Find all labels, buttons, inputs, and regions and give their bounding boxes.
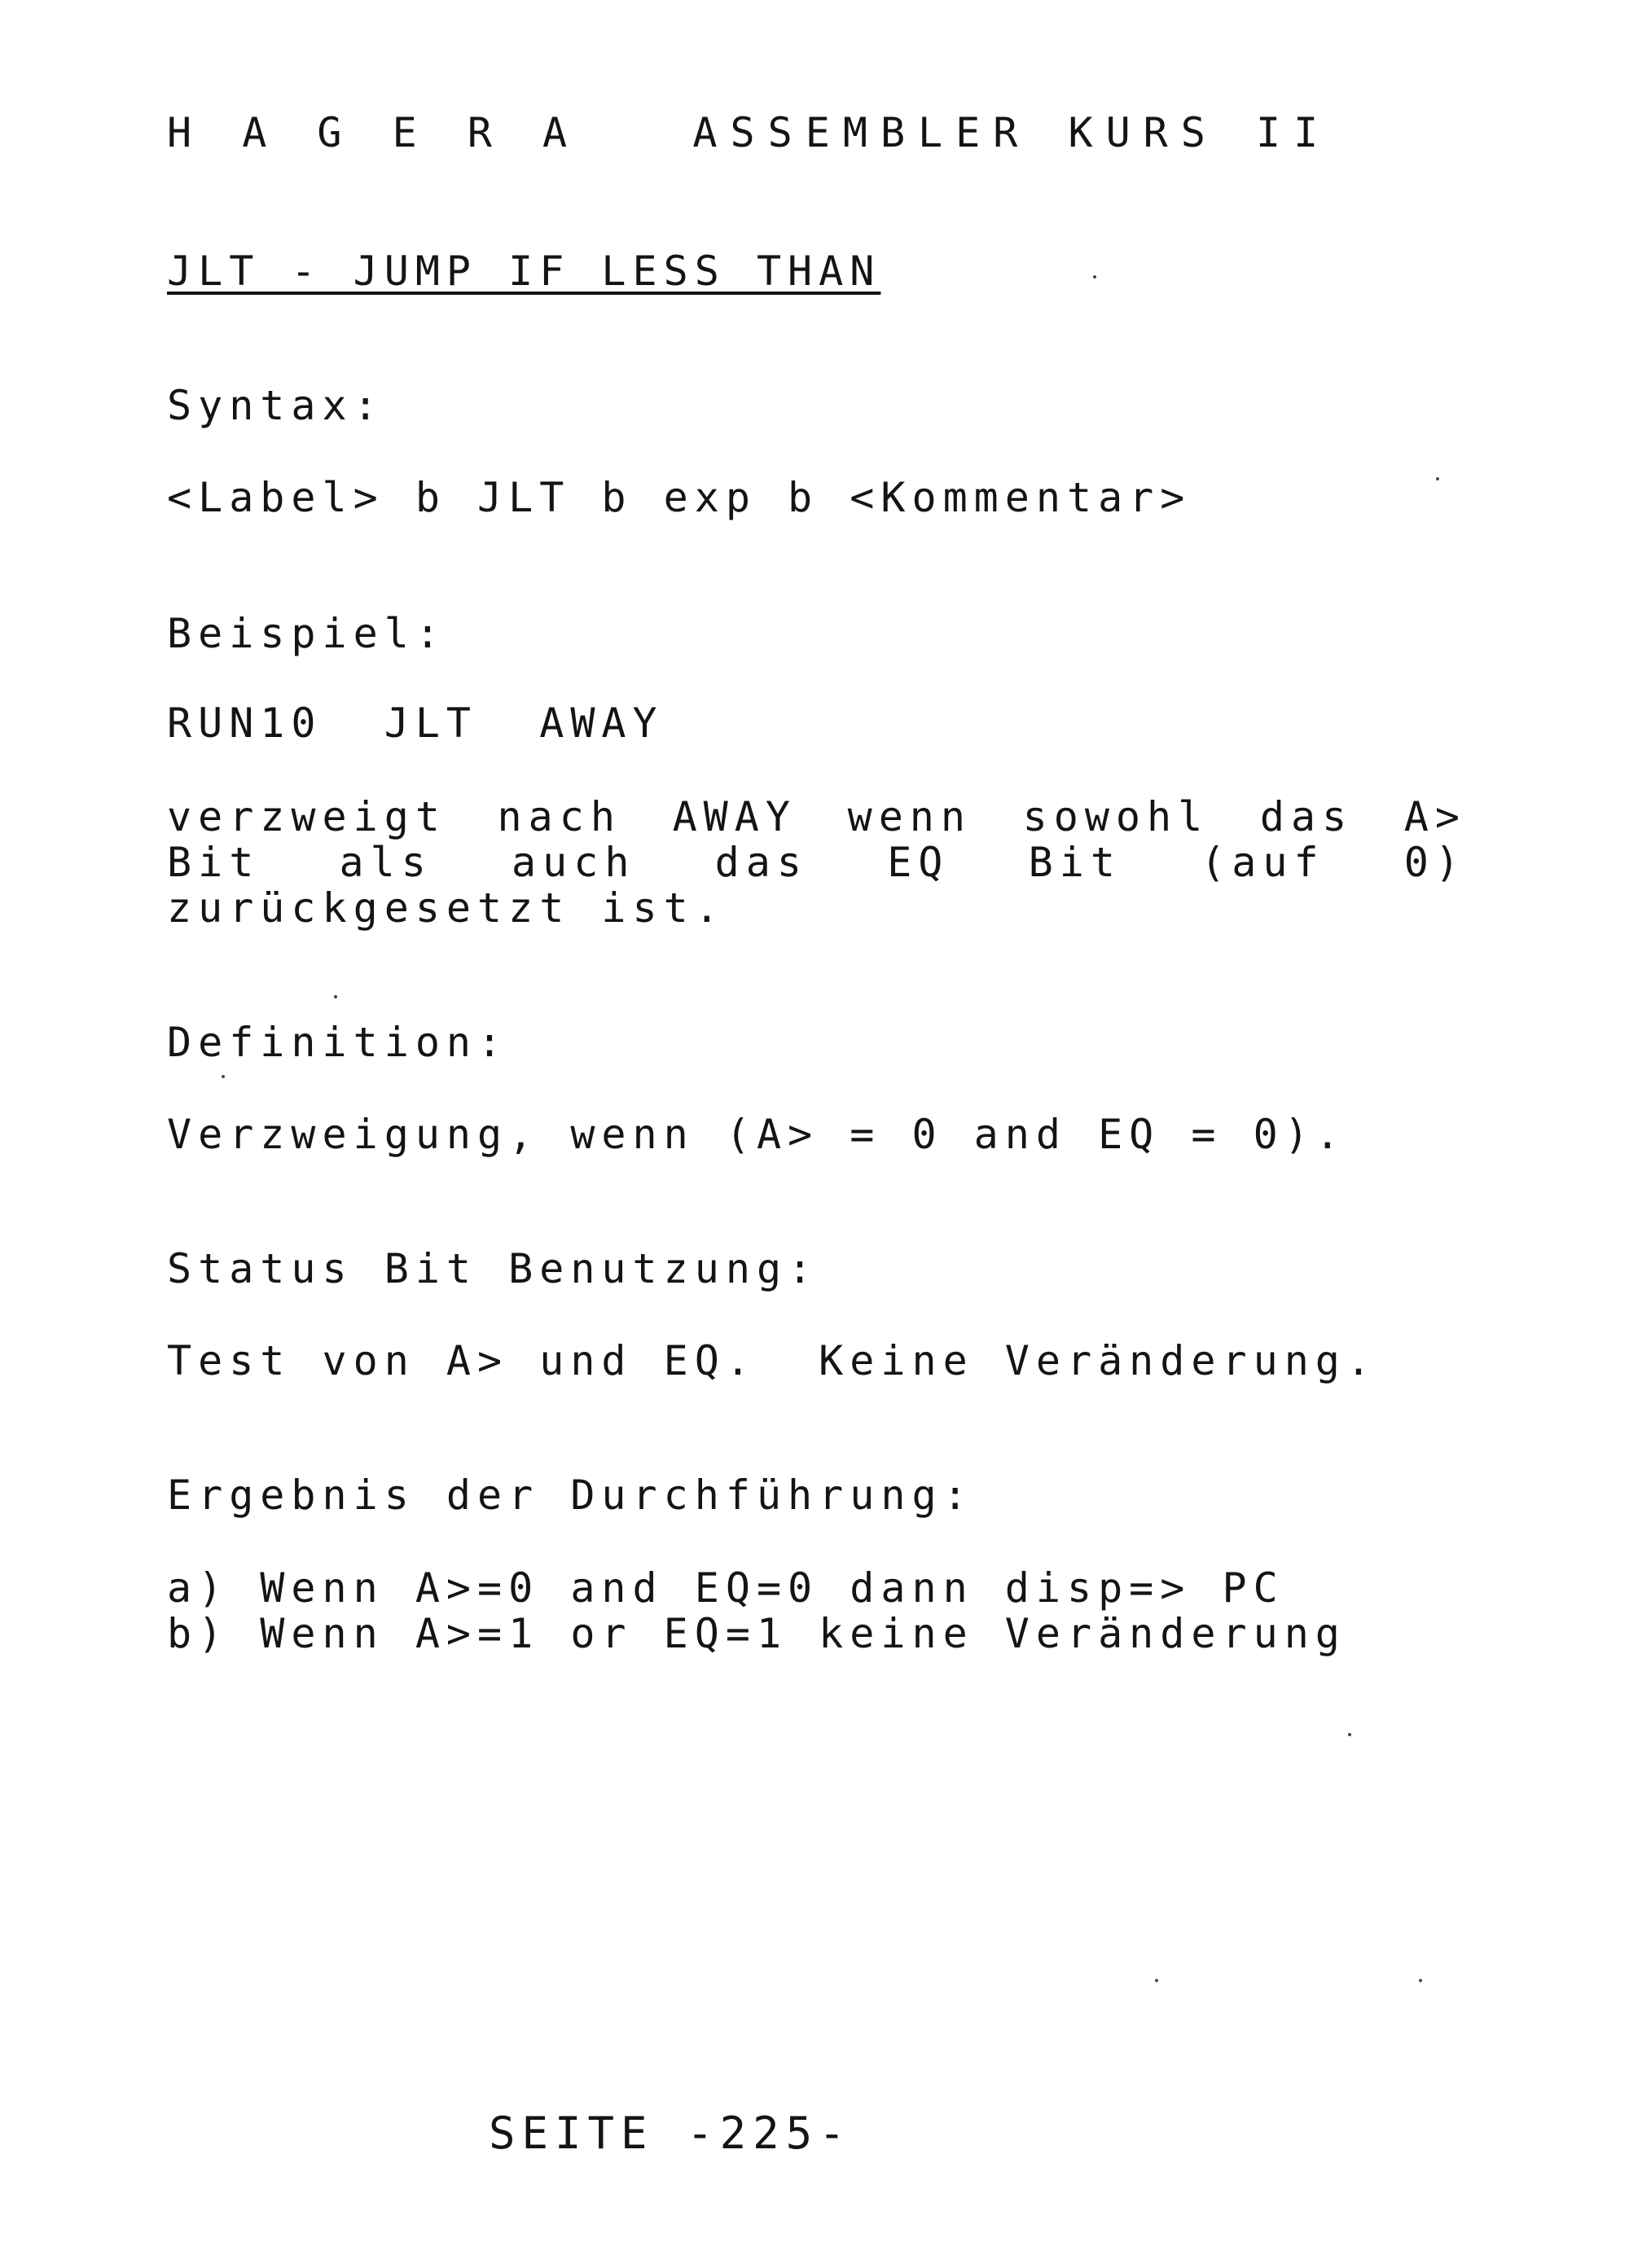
- scan-speck: [1155, 1979, 1158, 1982]
- description-line: verzweigt nach AWAY wenn sowohl das A>: [167, 793, 1466, 840]
- scan-speck: [1093, 275, 1096, 279]
- course-header: H A G E R A ASSEMBLER KURS II: [167, 109, 1332, 156]
- description-line: zurückgesetzt ist.: [167, 884, 726, 932]
- definition-text: Verzweigung, wenn (A> = 0 and EQ = 0).: [167, 1111, 1346, 1158]
- page-title: JLT - JUMP IF LESS THAN: [167, 248, 881, 295]
- example-description: [167, 794, 1466, 931]
- page-number: SEITE -225-: [489, 2108, 852, 2159]
- result-heading: Ergebnis der Durchführung:: [167, 1472, 974, 1519]
- scan-speck: [1436, 477, 1439, 480]
- scan-speck: [1348, 1733, 1351, 1736]
- definition-heading: Definition:: [167, 1019, 509, 1066]
- scan-speck: [334, 995, 337, 998]
- result-item-b: b) Wenn A>=1 or EQ=1 keine Veränderung: [167, 1610, 1346, 1657]
- syntax-line: <Label> b JLT b exp b <Kommentar>: [167, 474, 1192, 521]
- result-item-a: a) Wenn A>=0 and EQ=0 dann disp=> PC: [167, 1564, 1284, 1612]
- scan-speck: [1419, 1979, 1422, 1982]
- syntax-heading: Syntax:: [167, 382, 384, 429]
- example-code: RUN10 JLT AWAY: [167, 700, 664, 747]
- example-heading: Beispiel:: [167, 610, 446, 657]
- status-heading: Status Bit Benutzung:: [167, 1245, 819, 1292]
- scan-speck: [222, 1075, 225, 1078]
- description-line: Bit als auch das EQ Bit (auf 0): [167, 839, 1466, 886]
- status-text: Test von A> und EQ. Keine Veränderung.: [167, 1337, 1377, 1384]
